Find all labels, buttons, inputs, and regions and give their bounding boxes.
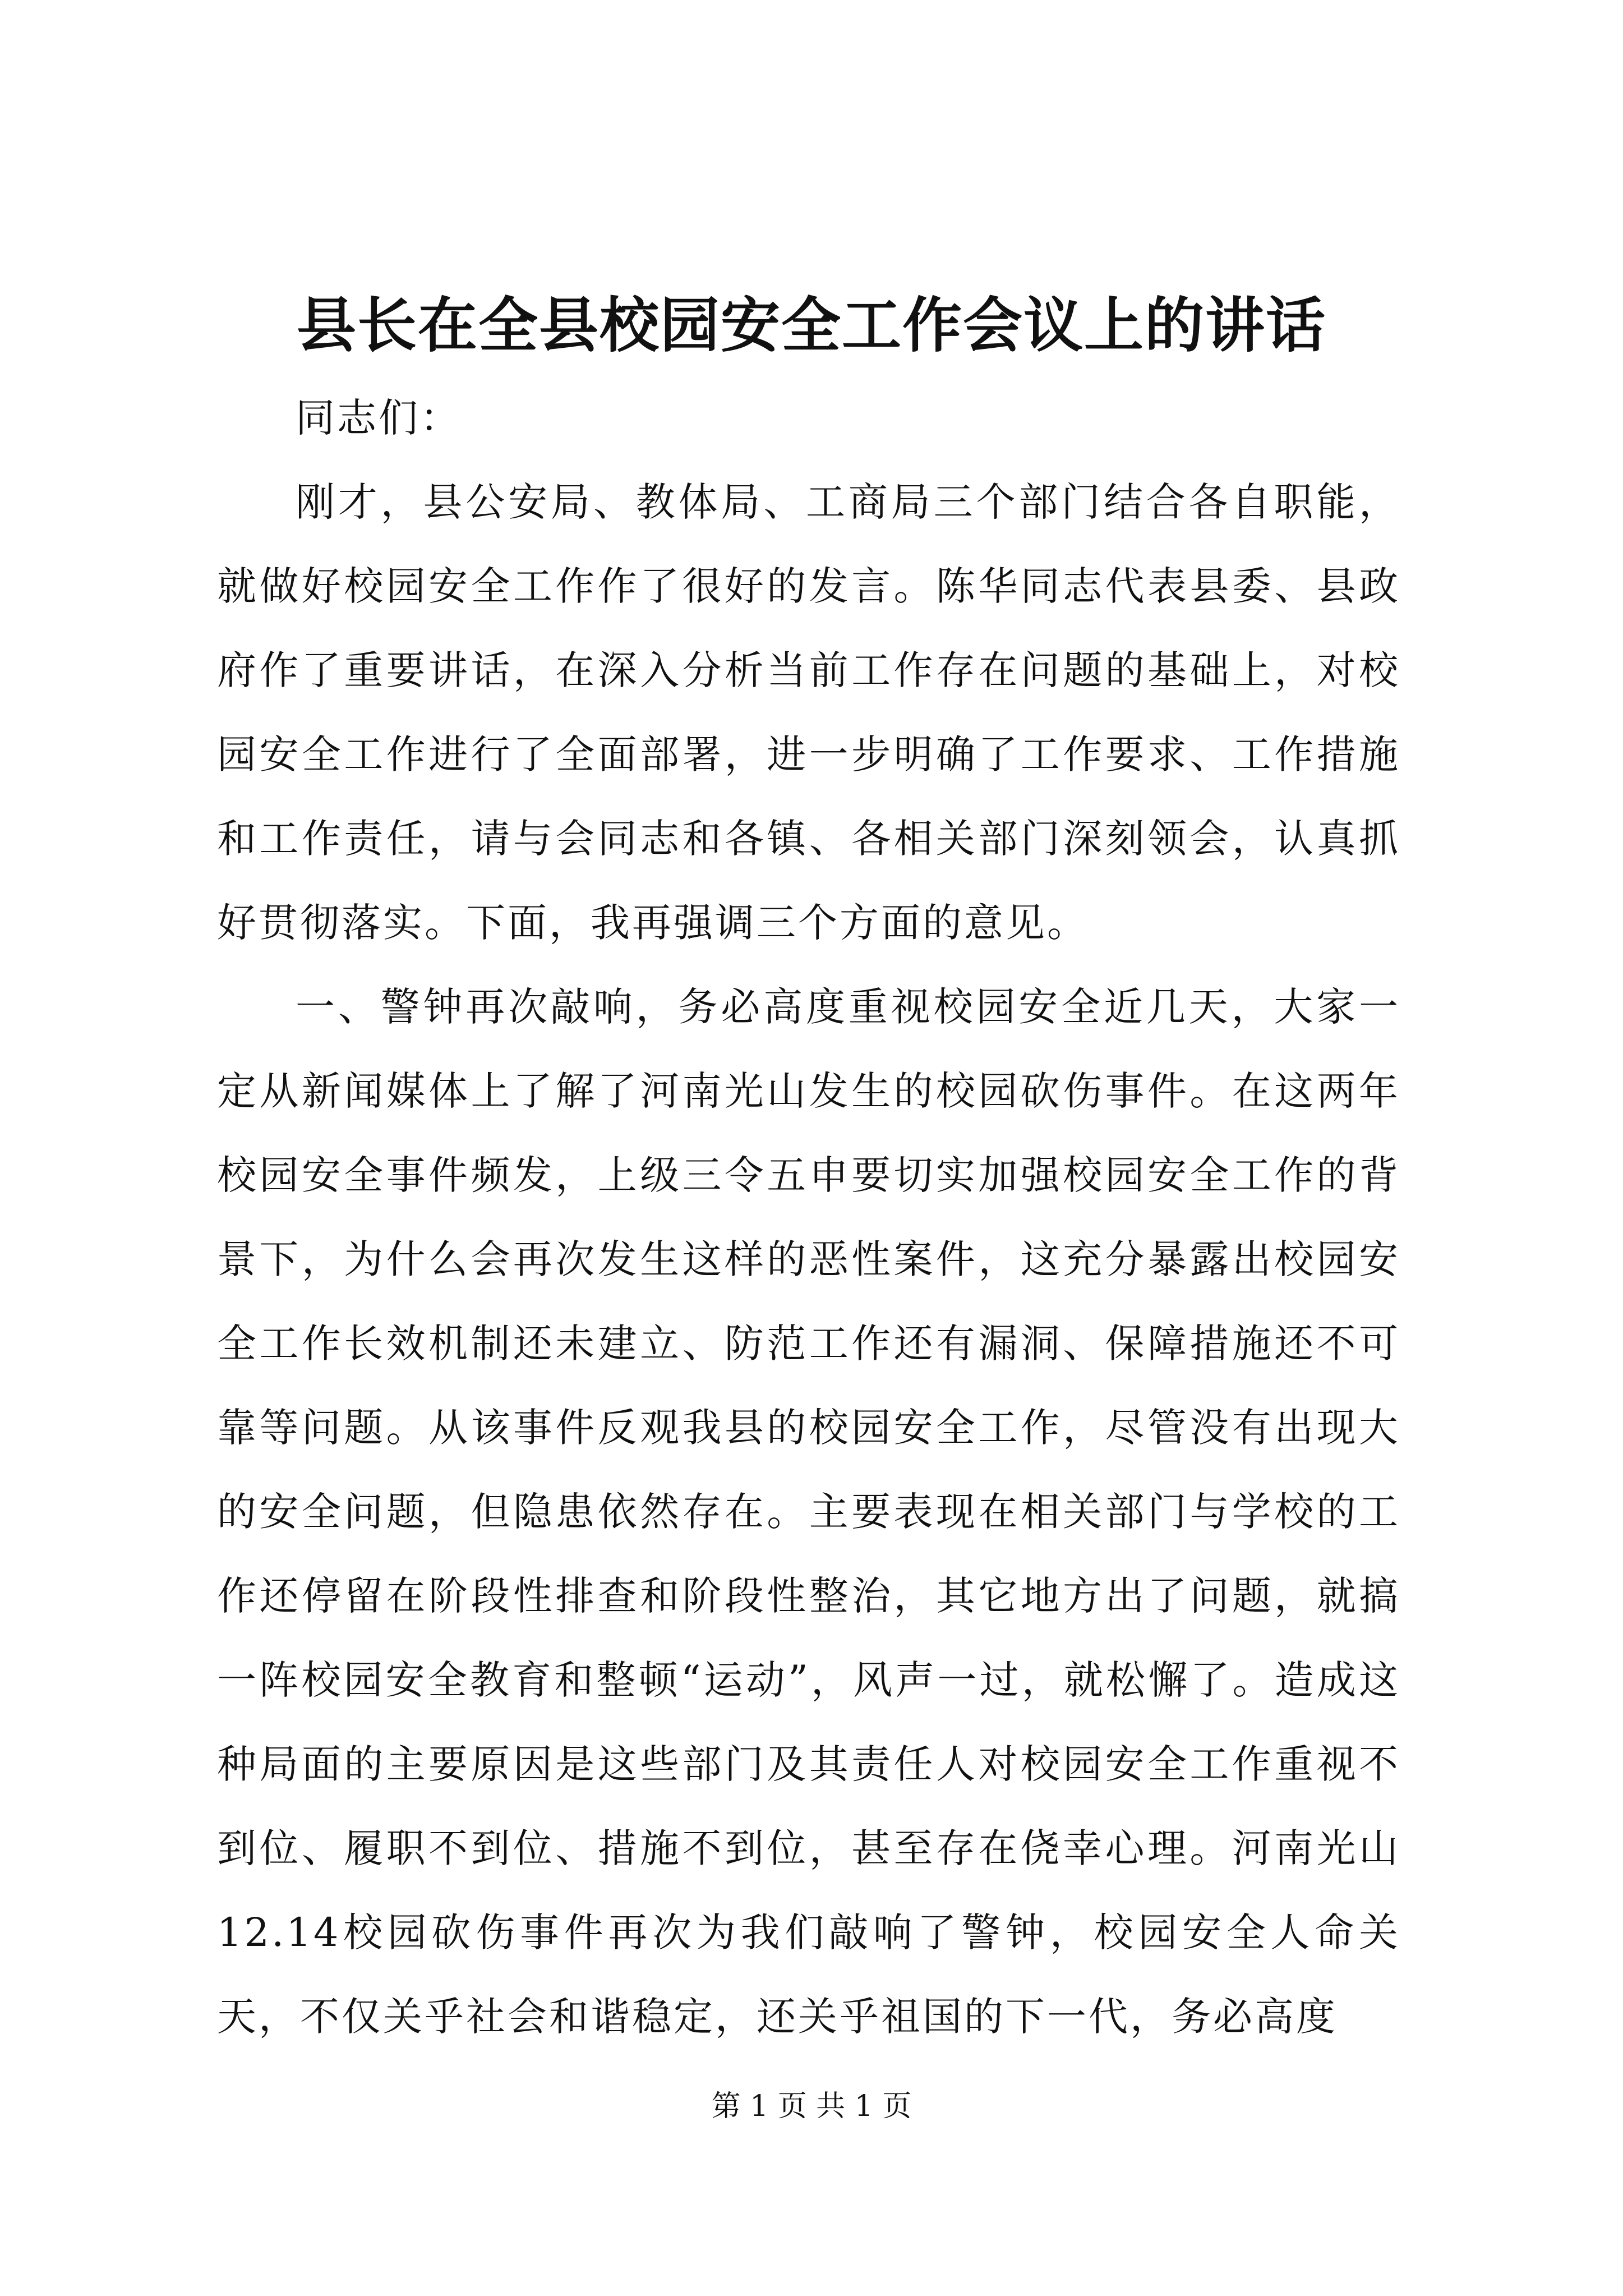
- document-body: [217, 376, 1400, 2059]
- salutation: 同志们：: [296, 395, 462, 441]
- paragraph-section-one: 一、警钟再次敲响，务必高度重视校园安全近几天，大家一定从新闻媒体上了解了河南光山发生的校园砍伤事件。在这两年校园安全事件频发，上级三令五申要切实加强校园安全工作的背景下，为什么会再次发生这样的恶性案件，这充分暴露出校园安全工作长效机制还未建立、防范工作还有漏洞、保障措施还不可靠等问题。从该事件反观我县的校园安全工作，尽管没有出现大的安全问题，但隐患依然存在。主要表现在相关部门与学校的工作还停留在阶段性排查和阶段性整治，其它地方出了问题，就搞一阵校园安全教育和整顿“运动”，风声一过，就松懈了。造成这种局面的主要原因是这些部门及其责任人对校园安全工作重视不到位、履职不到位、措施不到位，甚至存在侥幸心理。河南光山12.14校园砍伤事件再次为我们敲响了警钟，校园安全人命关天，不仅关乎社会和谐稳定，还关乎祖国的下一代，务必高度: [217, 984, 1400, 2040]
- page-footer: 第 1 页 共 1 页: [711, 2090, 912, 2123]
- document-title: 县长在全县校园安全工作会议上的讲话: [297, 290, 1326, 360]
- paragraph-intro: 刚才，县公安局、教体局、工商局三个部门结合各自职能，就做好校园安全工作作了很好的发言。陈华同志代表县委、县政府作了重要讲话，在深入分析当前工作存在问题的基础上，对校园安全工作进行了全面部署，进一步明确了工作要求、工作措施和工作责任，请与会同志和各镇、各相关部门深刻领会，认真抓好贯彻落实。下面，我再强调三个方面的意见。: [217, 479, 1400, 946]
